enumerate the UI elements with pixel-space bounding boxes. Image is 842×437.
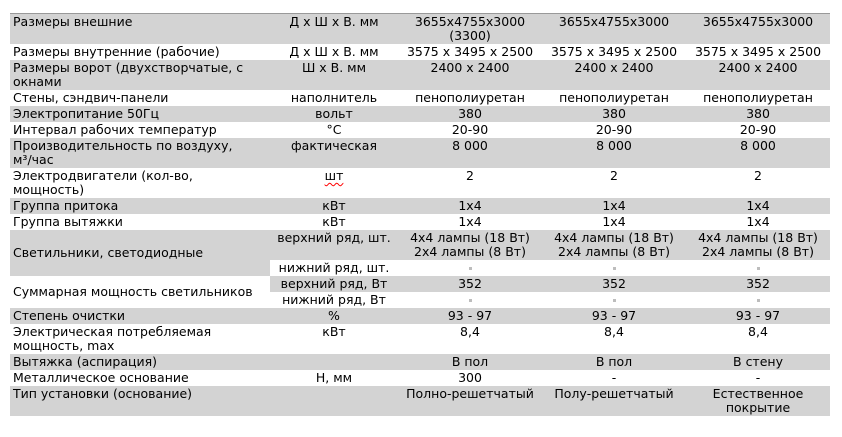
value-col1: 8,4 (398, 324, 542, 354)
placeholder-dot (469, 299, 472, 302)
row-label: Размеры внутренние (рабочие) (10, 44, 270, 60)
value-col2: 93 - 97 (542, 308, 686, 324)
row-consumed-power (10, 324, 830, 354)
value-col3: В стену (686, 354, 830, 370)
label-line: Производительность по воздуху, (13, 138, 233, 153)
row-label: Металлическое основание (10, 370, 270, 386)
row-label: Интервал рабочих температур (10, 122, 270, 138)
value-col3: 380 (686, 106, 830, 122)
value-col3: 2400 х 2400 (686, 60, 830, 90)
row-label: Стены, сэндвич-панели (10, 90, 270, 106)
value-col2: 1х4 (542, 214, 686, 230)
row-unit: Ш х В. мм (270, 60, 398, 90)
value-col3: 352 (686, 276, 830, 292)
spellchecked-word: шт (324, 168, 344, 183)
row-lights-upper (10, 230, 830, 260)
row-label: Электропитание 50Гц (10, 106, 270, 122)
label-line: Электрическая потребляемая (13, 324, 212, 339)
label-line: мощность, max (13, 338, 115, 353)
row-unit: вольт (270, 106, 398, 122)
row-exhaust-group (10, 214, 830, 230)
row-installation-type (10, 386, 830, 416)
row-supply-group (10, 198, 830, 214)
row-unit: кВт (270, 324, 398, 354)
value-col2: 8,4 (542, 324, 686, 354)
value-col2: 352 (542, 276, 686, 292)
value-col3 (686, 292, 830, 308)
row-temperature-range (10, 122, 830, 138)
value-col2: 8 000 (542, 138, 686, 168)
value-line: 4х4 лампы (18 Вт) (698, 230, 818, 245)
value-col2: пенополиуретан (542, 90, 686, 106)
value-line: 2х4 лампы (8 Вт) (702, 244, 814, 259)
row-unit: нижний ряд, Вт (270, 292, 398, 308)
value-line: Естественное (712, 386, 804, 401)
value-col2: 2 (542, 168, 686, 198)
row-unit (270, 354, 398, 370)
value-line: покрытие (725, 400, 791, 415)
value-col3: 20-90 (686, 122, 830, 138)
value-col1 (398, 14, 542, 45)
row-unit (270, 168, 398, 198)
value-line: 4х4 лампы (18 Вт) (554, 230, 674, 245)
lights-power-label: Суммарная мощность светильников (10, 276, 270, 308)
row-unit: верхний ряд, шт. (270, 230, 398, 260)
row-inner-dimensions (10, 44, 830, 60)
label-line: Размеры ворот (двухстворчатые, с (13, 60, 244, 75)
value-col1 (398, 260, 542, 276)
value-col1: 93 - 97 (398, 308, 542, 324)
value-col3: 8,4 (686, 324, 830, 354)
value-col3: - (686, 370, 830, 386)
placeholder-dot (757, 299, 760, 302)
value-col3 (686, 230, 830, 260)
row-label: Тип установки (основание) (10, 386, 270, 416)
row-unit: Д х Ш х В. мм (270, 14, 398, 45)
value-col1: Полно-решетчатый (398, 386, 542, 416)
row-unit: °С (270, 122, 398, 138)
value-col1: 380 (398, 106, 542, 122)
row-lights-power-upper (10, 276, 830, 292)
row-label: Вытяжка (аспирация) (10, 354, 270, 370)
row-power-supply (10, 106, 830, 122)
value-col1 (398, 230, 542, 260)
row-unit: % (270, 308, 398, 324)
value-col3: 1х4 (686, 198, 830, 214)
row-unit: наполнитель (270, 90, 398, 106)
label-line: окнами (13, 74, 62, 89)
value-col2 (542, 292, 686, 308)
value-col2 (542, 260, 686, 276)
row-exhaust-type (10, 354, 830, 370)
value-line: 2х4 лампы (8 Вт) (558, 244, 670, 259)
value-col2: В пол (542, 354, 686, 370)
value-col3: пенополиуретан (686, 90, 830, 106)
value-col3: 93 - 97 (686, 308, 830, 324)
value-col3 (686, 260, 830, 276)
value-col2: - (542, 370, 686, 386)
value-col2: 1х4 (542, 198, 686, 214)
row-unit: верхний ряд, Вт (270, 276, 398, 292)
value-col1: 2 (398, 168, 542, 198)
value-col3: 2 (686, 168, 830, 198)
value-col3 (686, 386, 830, 416)
value-col3: 3655х4755х3000 (686, 14, 830, 45)
value-col1: 352 (398, 276, 542, 292)
value-col1: пенополиуретан (398, 90, 542, 106)
value-col1: 8 000 (398, 138, 542, 168)
row-gate-dimensions (10, 60, 830, 90)
row-unit: нижний ряд, шт. (270, 260, 398, 276)
value-col2: 3655х4755х3000 (542, 14, 686, 45)
placeholder-dot (757, 267, 760, 270)
row-label (10, 138, 270, 168)
row-label: Степень очистки (10, 308, 270, 324)
row-metal-base (10, 370, 830, 386)
label-line: м³/час (13, 152, 54, 167)
value-col1: 1х4 (398, 214, 542, 230)
row-unit (270, 386, 398, 416)
row-unit: фактическая (270, 138, 398, 168)
row-walls (10, 90, 830, 106)
placeholder-dot (613, 299, 616, 302)
value-col1: 1х4 (398, 198, 542, 214)
row-unit: кВт (270, 214, 398, 230)
value-col2: 20-90 (542, 122, 686, 138)
row-label (10, 60, 270, 90)
value-col3: 8 000 (686, 138, 830, 168)
row-purification (10, 308, 830, 324)
value-line: 4х4 лампы (18 Вт) (410, 230, 530, 245)
value-col1 (398, 292, 542, 308)
row-outer-dimensions (10, 14, 830, 45)
value-line: (3300) (449, 28, 491, 43)
value-line: 3655х4755х3000 (414, 14, 526, 29)
value-col2: Полу-решетчатый (542, 386, 686, 416)
row-air-capacity (10, 138, 830, 168)
placeholder-dot (613, 267, 616, 270)
row-unit: Н, мм (270, 370, 398, 386)
value-col1: В пол (398, 354, 542, 370)
row-label: Группа притока (10, 198, 270, 214)
value-col2: 380 (542, 106, 686, 122)
row-label: Размеры внешние (10, 14, 270, 45)
value-line: 2х4 лампы (8 Вт) (414, 244, 526, 259)
value-col3: 1х4 (686, 214, 830, 230)
row-unit: Д х Ш х В. мм (270, 44, 398, 60)
row-label: Группа вытяжки (10, 214, 270, 230)
value-col3: 3575 х 3495 х 2500 (686, 44, 830, 60)
value-col1: 3575 х 3495 х 2500 (398, 44, 542, 60)
value-col2 (542, 230, 686, 260)
value-col1: 20-90 (398, 122, 542, 138)
placeholder-dot (469, 267, 472, 270)
row-label: Электродвигатели (кол-во, мощность) (10, 168, 270, 198)
lights-label: Светильники, светодиодные (10, 230, 270, 276)
row-label (10, 324, 270, 354)
row-motors (10, 168, 830, 198)
specification-table (10, 13, 830, 416)
value-col1: 2400 х 2400 (398, 60, 542, 90)
value-col2: 3575 х 3495 х 2500 (542, 44, 686, 60)
row-unit: кВт (270, 198, 398, 214)
value-col1: 300 (398, 370, 542, 386)
value-col2: 2400 х 2400 (542, 60, 686, 90)
